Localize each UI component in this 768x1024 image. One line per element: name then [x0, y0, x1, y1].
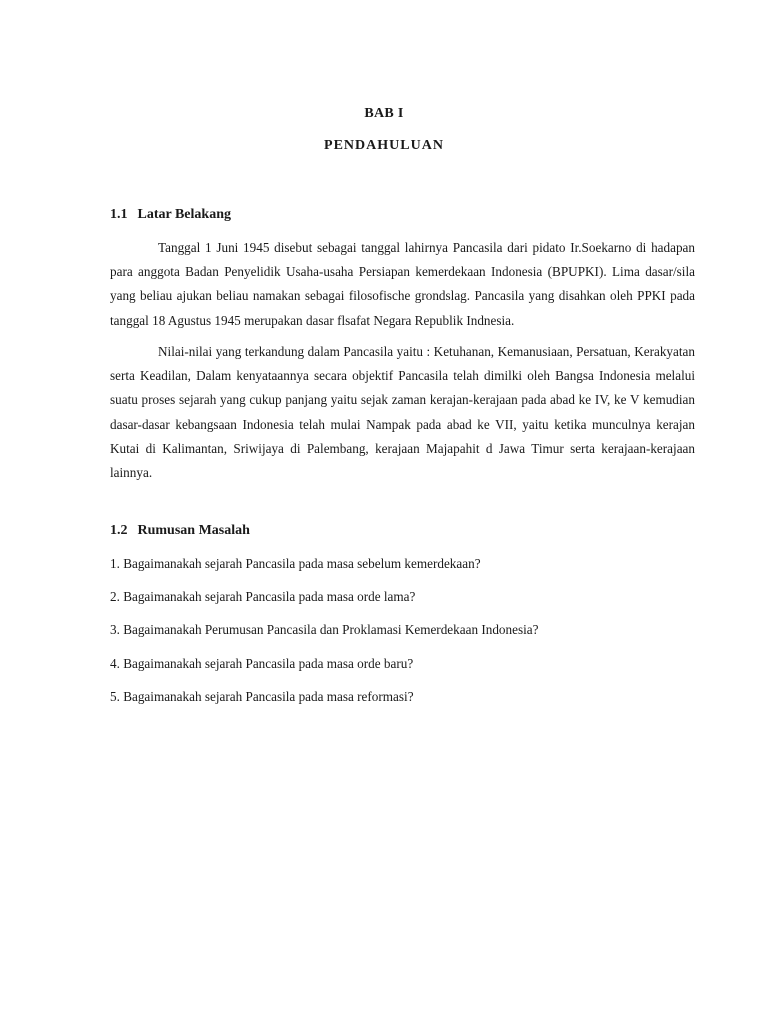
section-heading-latar-belakang	[110, 207, 231, 223]
section-number: 1.2	[110, 523, 128, 538]
list-item: 2. Bagaimanakah sejarah Pancasila pada masa orde lama?	[110, 589, 416, 605]
paragraph-1: Tanggal 1 Juni 1945 disebut sebagai tanggal lahirnya Pancasila dari pidato Ir.Soekarno di hadapan para anggota Badan Penyelidik Usaha-usaha Persiapan kemerdekaan Indonesia (BPUPKI). Lima dasar/sila yang beliau ajukan beliau namakan sebagai filosofische grondslag. Pancasila yang disahkan oleh PPKI pada tanggal 18 Agustus 1945 merupakan dasar flsafat Negara Republik Indnesia.	[110, 240, 695, 328]
section-heading-rumusan-masalah	[110, 523, 250, 539]
section-title: Latar Belakang	[137, 207, 231, 222]
list-item: 5. Bagaimanakah sejarah Pancasila pada masa reformasi?	[110, 688, 414, 704]
section-number: 1.1	[110, 207, 128, 222]
chapter-number: BAB I	[364, 106, 404, 121]
list-item: 4. Bagaimanakah sejarah Pancasila pada masa orde baru?	[110, 655, 414, 671]
section-title: Rumusan Masalah	[137, 523, 250, 538]
list-item: 1. Bagaimanakah sejarah Pancasila pada masa sebelum kemerdekaan?	[110, 556, 481, 571]
chapter-title: PENDAHULUAN	[324, 138, 444, 153]
problem-list	[110, 553, 710, 719]
paragraph-2: Nilai-nilai yang terkandung dalam Pancasila yaitu : Ketuhanan, Kemanusiaan, Persatuan, Kerakyatan serta Keadilan, Dalam kenyataannya secara objektif Pancasila telah dimilki oleh Bangsa Indonesia melalui suatu proses sejarah yang cukup panjang yaitu sejak zaman kerajan-kerajaan pada abad ke IV, ke V kemudian dasar-dasar kebangsaan Indonesia telah mulai Nampak pada abad ke VII, yaitu ketika munculnya kerajan Kutai di Kalimantan, Sriwijaya di Palembang, kerajaan Majapahit d Jawa Timur serta kerajaan-kerajaan lainnya.	[110, 344, 695, 481]
list-item: 3. Bagaimanakah Perumusan Pancasila dan Proklamasi Kemerdekaan Indonesia?	[110, 622, 539, 638]
